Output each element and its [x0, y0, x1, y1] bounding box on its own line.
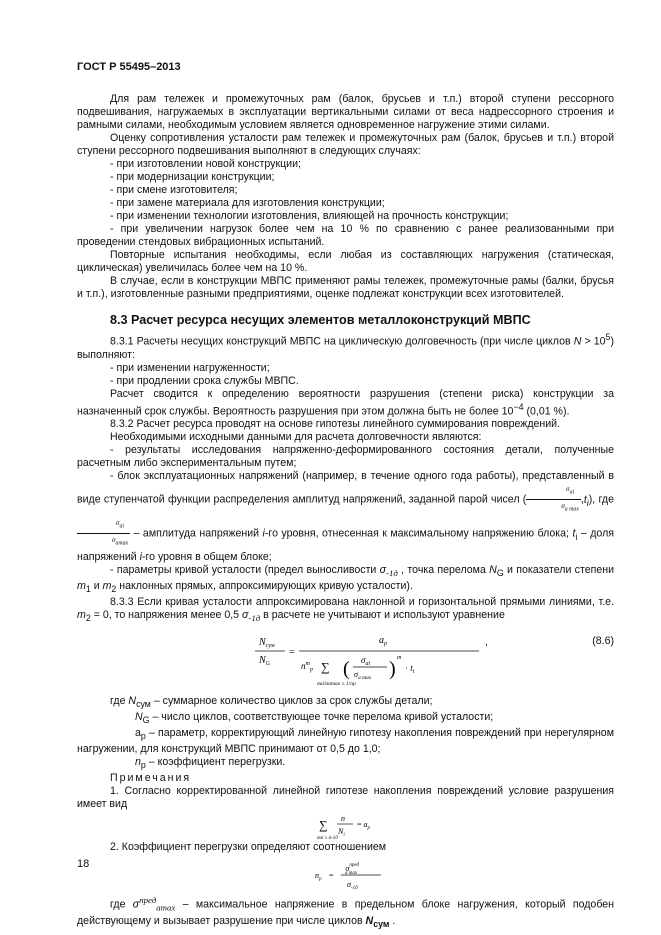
paragraph-831: 8.3.1 Расчеты несущих конструкций МВПС на циклическую долговечность (при числе циклов $N > 10^5$) выполняют: [77, 332, 614, 361]
overload-formula [315, 854, 455, 894]
list-item: - при модернизации конструкции; [110, 171, 275, 183]
paragraph-frames-loading: Для рам тележек и промежуточных рам (балок, брусьев и т.п.) второй ступени рессорного подвешивания, нагружаемых в эксплуатации вертикальными силами от веса надрессорного строения и рамными силами, необходимым условием является одновременное нагружение этими силами. [77, 93, 614, 131]
formula-8-6 [77, 631, 614, 689]
where-ng: $N_G$ – число циклов, соответствующее точке перелома кривой усталости; [135, 711, 494, 726]
note-2: 2. Коэффициент перегрузки определяют соотношением [110, 841, 387, 854]
formula-number: (8.6) [592, 634, 614, 647]
formula-np: $n^m_p$ [301, 660, 313, 673]
svg-text:σai ≥ σ-1д: σai ≥ σ-1д [317, 836, 338, 842]
list-item: - при продлении срока службы МВПС. [110, 374, 299, 387]
svg-text:np: $n_p$ [315, 871, 322, 883]
page-number: 18 [77, 858, 90, 870]
section-title: 8.3 Расчет ресурса несущих элементов металлоконструкций МВПС [110, 313, 531, 327]
list-item: - результаты исследования напряженно-деформированного состояния детали, полученные расчетным либо экспериментальным путем; [77, 444, 614, 470]
where-np: $n_p$ – коэффициент перегрузки. [135, 756, 286, 771]
paragraph-input-data: Необходимыми исходными данными для расчета долговечности являются: [110, 431, 482, 444]
svg-text:= ap: = $a_p$ [357, 820, 371, 832]
svg-text:∑: ∑ [319, 818, 328, 833]
list-item-block: - блок эксплуатационных напряжений (например, в течение одного года работы), представленный в виде ступенчатой функции распределения амплитуд напряжений, заданной парой чисел ( $\frac{\sigma_{ai}}{\sigma_{a max}}$ $,t_i$), где $\frac{\sigma_{ai}}{\sigma_{amax}}$ – амплитуда напряжений i-го уровня, отнесенная к максимальному напряжению блока; $t_i$ – доля напряжений i-го уровня в общем блоке; [77, 470, 614, 563]
svg-text:n: n [341, 814, 345, 824]
list-item: - при изменении нагруженности; [110, 361, 270, 374]
paragraph-fatigue-cases: Оценку сопротивления усталости рам тележек и промежуточных рам (балок, брусьев и т.п.) второй ступени рессорного подвешивания выполняют в следующих случаях: [77, 132, 614, 157]
svg-text:σai/σamax ≥ 1/np: σai/σamax ≥ 1/np [317, 680, 356, 687]
where-ap: $a_p$ – параметр, корректирующий линейную гипотезу накопления повреждений при нерегулярном нагружении, для конструкций МВПС принимают от 0,5 до 1,0; [77, 727, 614, 756]
page-body [77, 93, 614, 931]
formula-graphic [227, 631, 627, 689]
list-item: - при увеличении нагрузок более чем на 10 % по сравнению с ранее реализованными при проведении стендовых вибрационных испытаний. [77, 223, 614, 248]
notes-title: Примечания [110, 772, 192, 785]
note-2-formula [77, 854, 614, 894]
svg-text:σai: $\sigma_{ai}$ [361, 654, 371, 667]
list-item: - при смене изготовителя; [110, 184, 238, 196]
paragraph-repeat-tests: Повторные испытания необходимы, если любая из составляющих нагружения (статическая, циклическая) увеличилась более чем на 10 %. [77, 249, 614, 274]
note-1: 1. Согласно корректированной линейной гипотезе накопления повреждений условие разрушения имеет вид [77, 785, 614, 811]
damage-sum-formula [317, 811, 437, 841]
svg-text:,: , [485, 636, 488, 648]
svg-text:m: m [397, 654, 402, 661]
list-item: - при замене материала для изготовления конструкции; [110, 197, 385, 209]
list-item: - при изготовлении новой конструкции; [110, 158, 301, 170]
svg-text:=: = [329, 871, 334, 881]
where-nsum: где $N_{сум}$ – суммарное количество циклов за срок службы детали; [110, 694, 433, 710]
svg-text:Ni: $N_i$ [338, 827, 345, 839]
list-item: - при изменении технологии изготовления, влияющей на прочность конструкции; [110, 210, 509, 222]
formula-ng: $N_G$ [259, 654, 271, 667]
paragraph-risk: Расчет сводится к определению вероятности разрушения (степени риска) конструкции за назначенный срок службы. Вероятность разрушения при этом должна быть не более $10^{-4}$ (0,01 %). [77, 387, 614, 418]
svg-text:· ti: · $t_i$ [405, 662, 415, 675]
list-item-params: - параметры кривой усталости (предел выносливости $\sigma_{-1д}$ , точка перелома $N_G$ и показатели степени $m_1$ и $m_2$ наклонных прямых, аппроксимирующих кривую усталости). [77, 563, 614, 594]
doc-header: ГОСТ Р 55495–2013 [77, 61, 181, 73]
svg-text:=: = [289, 646, 295, 658]
svg-text:σa max: $\sigma_{a max}$ [354, 669, 372, 681]
paragraph-832: 8.3.2 Расчет ресурса проводят на основе гипотезы линейного суммирования повреждений. [110, 418, 561, 431]
note-1-formula [77, 811, 614, 841]
svg-text:σ-1д: $\sigma_{-1д}$ [347, 880, 358, 892]
paragraph-833: 8.3.3 Если кривая усталости аппроксимирована наклонной и горизонтальной прямыми линиями, т.е. $m_2 = 0$, то напряжения менее 0,5 $\sigma_{-1д}$ в расчете не учитывают и используют уравнение [77, 595, 614, 623]
formula-ap: $a_p$ [379, 634, 387, 647]
paragraph-manufacturers: В случае, если в конструкции МВПС применяют рамы тележек, промежуточные рамы (балки, брусья и т.п.), изготовленные разными предприятиями, оценке подлежат конструкции всех изготовителей. [77, 275, 614, 300]
svg-text:σпредa max: $\sigma^{пред}$ a max [345, 863, 359, 877]
paragraph-final: где $\sigma^{пред}_{amax}$ – максимальное напряжение в предельном блоке нагружения, который подобен действующему и вызывает разрушение при числе циклов $N_{сум}$ . [77, 895, 615, 930]
svg-text:(: ( [343, 657, 350, 680]
formula-sum-sign: ∑ [321, 659, 330, 674]
formula-nsum: $N_{сум}$ [259, 636, 275, 649]
svg-text:): ) [389, 657, 396, 680]
